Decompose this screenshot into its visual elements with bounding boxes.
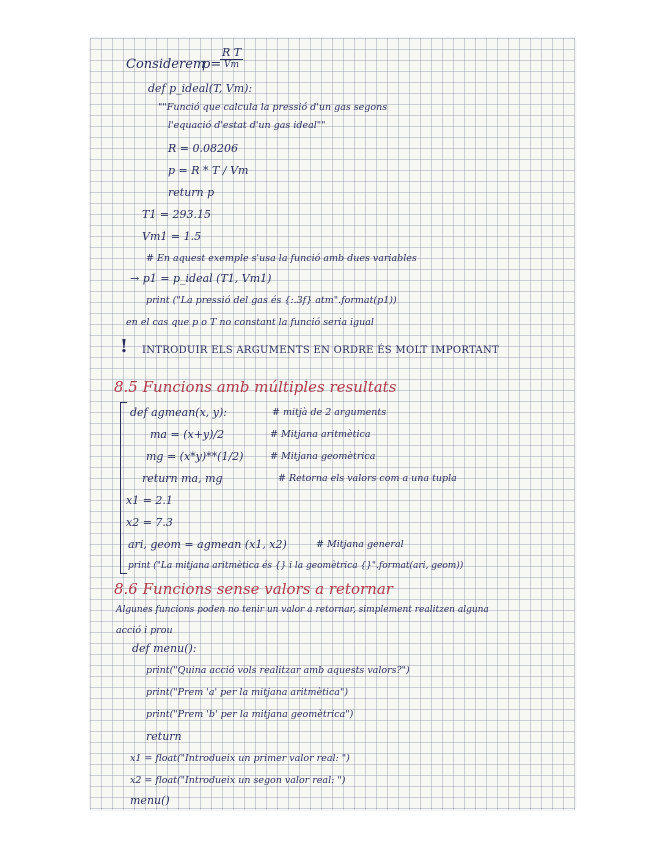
fraction-numerator: R T: [222, 46, 242, 59]
fraction-denominator: Vm: [224, 60, 240, 70]
code-vm1: Vm1 = 1.5: [142, 230, 202, 243]
docstring-line-2: l'equació d'estat d'un gas ideal"": [168, 120, 326, 131]
section-8-6-title: 8.6 Funcions sense valors a retornar: [114, 580, 393, 598]
code-mg: mg = (x*y)**(1/2): [146, 450, 244, 463]
code-x1: x1 = 2.1: [126, 494, 173, 507]
code-x1-input: x1 = float("Introdueix un primer valor real: "): [130, 753, 350, 764]
agmean-comment: # mitjà de 2 arguments: [272, 407, 387, 418]
ma-comment: # Mitjana aritmètica: [270, 429, 371, 440]
mg-comment: # Mitjana geomètrica: [270, 451, 376, 462]
code-def-p-ideal: def p_ideal(T, Vm):: [148, 82, 253, 95]
code-return-ma-mg: return ma, mg: [142, 472, 223, 485]
code-t1: T1 = 293.15: [142, 208, 212, 221]
considerem-label: Considerem: [126, 57, 206, 72]
code-ma: ma = (x+y)/2: [150, 428, 225, 441]
code-print-pressure: print ("La pressió del gas és {:.3f} atm".format(p1)): [146, 295, 397, 306]
exclamation-icon: !: [120, 336, 128, 357]
code-print-3: print("Prem 'b' per la mitjana geomètrica"): [146, 709, 354, 720]
section-8-5-title: 8.5 Funcions amb múltiples resultats: [114, 378, 397, 396]
warning-text: INTRODUIR ELS ARGUMENTS EN ORDRE ÉS MOLT IMPORTANT: [142, 345, 499, 356]
code-call-agmean: ari, geom = agmean (x1, x2): [128, 538, 287, 551]
pressure-lhs: p=: [202, 57, 222, 72]
section-8-6-intro-1: Algunes funcions poden no tenir un valor a retornar, simplement realitzen alguna: [116, 605, 489, 615]
return-comment: # Retorna els valors com a una tupla: [278, 473, 457, 484]
code-print-means: print ("La mitjana aritmètica és {} i la geomètrica {}".format(ari, geom)): [128, 561, 464, 571]
code-comment: # En aquest exemple s'usa la funció amb dues variables: [146, 253, 417, 264]
code-def-menu: def menu():: [132, 642, 197, 655]
notebook-page: [90, 38, 575, 810]
call-comment: # Mitjana general: [316, 539, 404, 550]
code-return-p: return p: [168, 186, 215, 199]
code-x2-input: x2 = float("Introdueix un segon valor real: "): [130, 775, 346, 786]
code-def-agmean: def agmean(x, y):: [130, 406, 228, 419]
pressure-fraction: [220, 46, 243, 70]
code-print-2: print("Prem 'a' per la mitjana aritmètica"): [146, 687, 349, 698]
docstring-line-1: ""Funció que calcula la pressió d'un gas segons: [158, 102, 388, 113]
code-bracket: [120, 402, 127, 574]
code-call-p-ideal: → p1 = p_ideal (T1, Vm1): [130, 272, 272, 285]
code-p-formula: p = R * T / Vm: [168, 164, 249, 177]
constant-note: en el cas que p o T no constant la funció seria igual: [126, 317, 374, 328]
code-return-menu: return: [146, 730, 182, 743]
code-r-constant: R = 0.08206: [168, 142, 238, 155]
code-x2: x2 = 7.3: [126, 516, 173, 529]
code-menu-call: menu(): [130, 794, 170, 807]
section-8-6-intro-2: acció i prou: [116, 625, 173, 636]
code-print-1: print("Quina acció vols realitzar amb aquests valors?"): [146, 665, 410, 676]
